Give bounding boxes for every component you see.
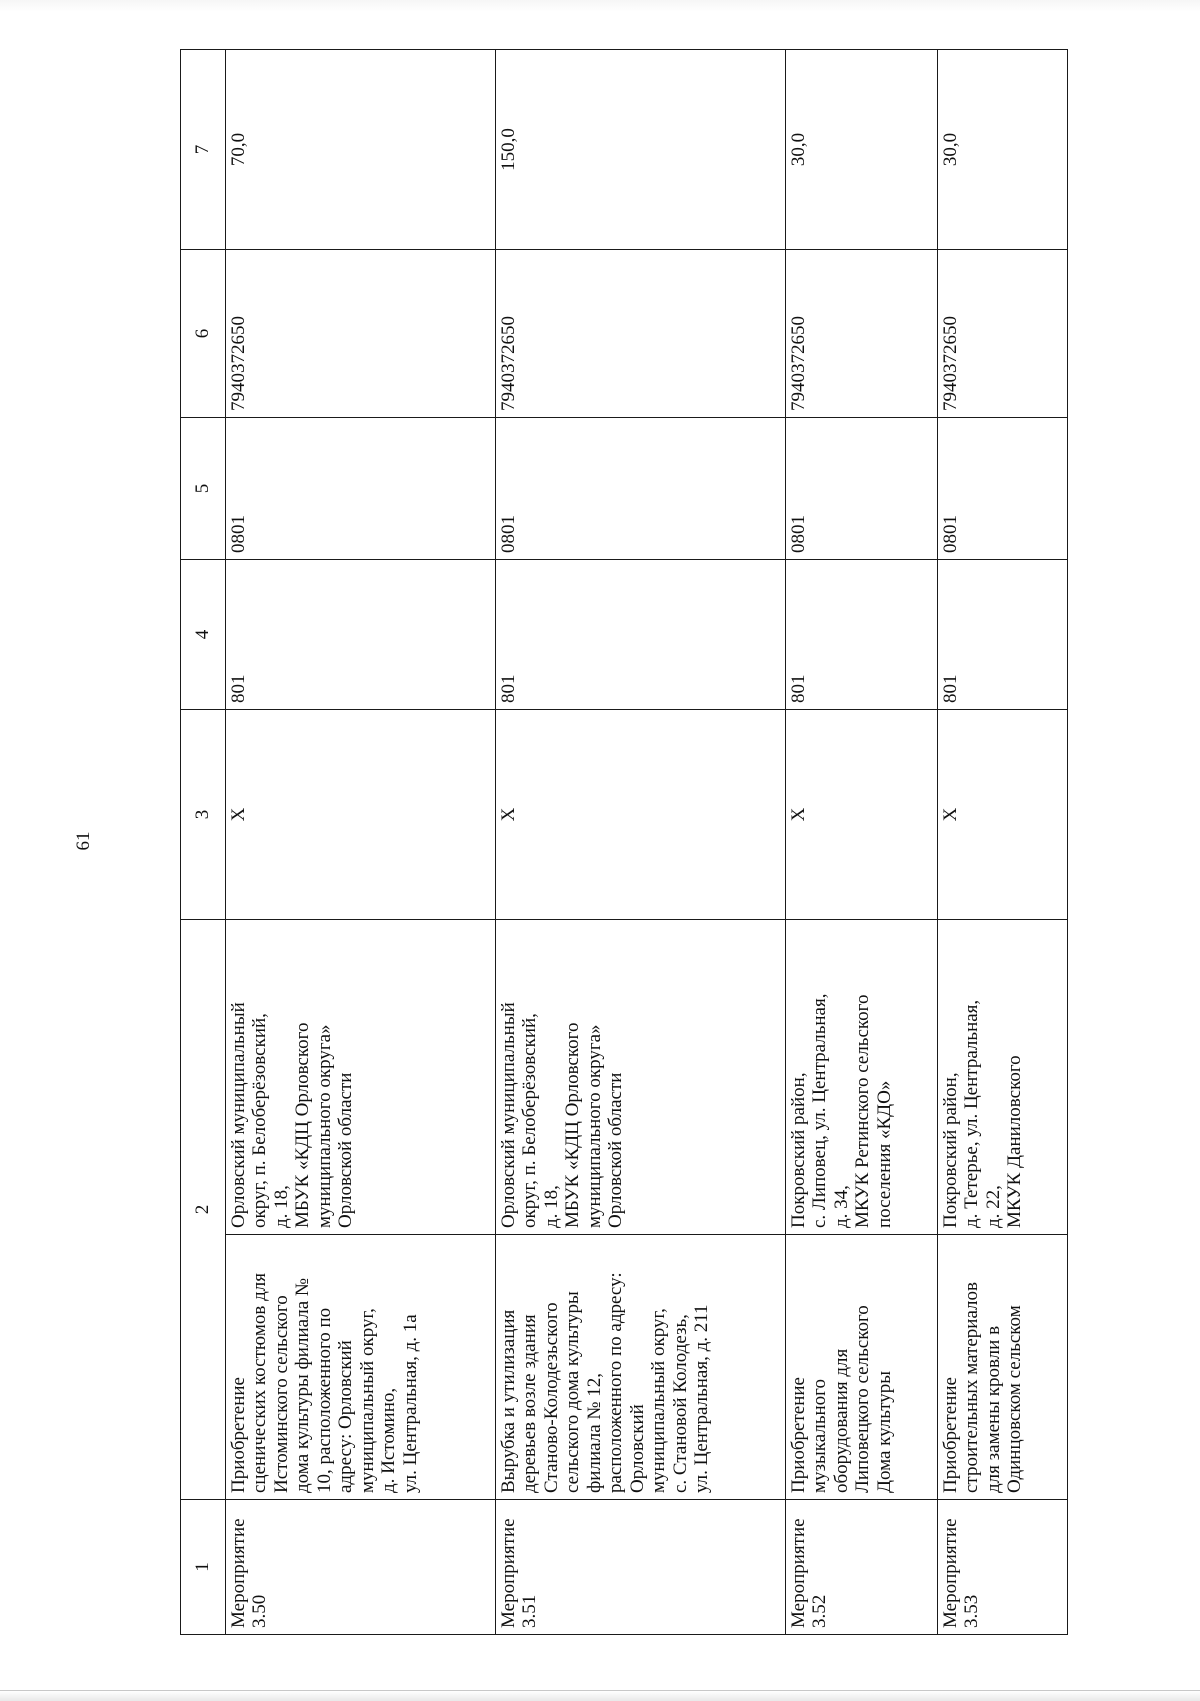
grbs-code-cell: 801 bbox=[226, 560, 496, 710]
mark-cell: X bbox=[226, 710, 496, 920]
page-number: 61 bbox=[73, 831, 94, 851]
event-cell: Мероприятие 3.51 bbox=[496, 1500, 786, 1635]
description-cell: Вырубка и утилизация деревьев возле здания Станово-Колодезьского сельского дома культуры филиала № 12, расположенного по адресу: Орловский муниципальный округ, с. Становой Колодезь, ул. Центральная, д. 211 bbox=[496, 1235, 786, 1500]
section-code-cell: 0801 bbox=[226, 418, 496, 560]
description-cell: Приобретение строительных материалов для замены кровли в Одинцовском сельском bbox=[938, 1235, 1068, 1500]
rotated-table-container bbox=[180, 50, 1026, 1635]
event-cell: Мероприятие 3.53 bbox=[938, 1500, 1068, 1635]
header-col-3: 3 bbox=[181, 710, 226, 920]
event-cell: Мероприятие 3.50 bbox=[226, 1500, 496, 1635]
section-code-cell: 0801 bbox=[496, 418, 786, 560]
section-code-cell: 0801 bbox=[938, 418, 1068, 560]
scan-top-edge bbox=[0, 0, 1200, 12]
target-code-cell: 7940372650 bbox=[496, 250, 786, 418]
grbs-code-cell: 801 bbox=[786, 560, 938, 710]
description-cell: Приобретение сценических костюмов для Истоминского сельского дома культуры филиала № 10, расположенного по адресу: Орловский муниципальный округ, д. Истомино, ул. Центральная, д. 1а bbox=[226, 1235, 496, 1500]
grbs-code-cell: 801 bbox=[496, 560, 786, 710]
target-code-cell: 7940372650 bbox=[786, 250, 938, 418]
recipient-cell: Орловский муниципальный округ, п. Белоберёзовский, д. 18, МБУК «КДЦ Орловского муниципального округа» Орловской области bbox=[226, 920, 496, 1235]
table-row bbox=[938, 50, 1068, 1635]
mark-cell: X bbox=[938, 710, 1068, 920]
scan-bottom-edge bbox=[0, 1690, 1200, 1701]
description-cell: Приобретение музыкального оборудования для Липовецкого сельского Дома культуры bbox=[786, 1235, 938, 1500]
recipient-cell: Покровский район, д. Тетерье, ул. Центральная, д. 22, МКУК Даниловского bbox=[938, 920, 1068, 1235]
recipient-cell: Покровский район, с. Липовец, ул. Центральная, д. 34, МКУК Ретинского сельского поселения «КДО» bbox=[786, 920, 938, 1235]
grbs-code-cell: 801 bbox=[938, 560, 1068, 710]
amount-cell: 150,0 bbox=[496, 50, 786, 250]
amount-cell: 70,0 bbox=[226, 50, 496, 250]
table-row bbox=[496, 50, 786, 1635]
mark-cell: X bbox=[786, 710, 938, 920]
header-col-4: 4 bbox=[181, 560, 226, 710]
amount-cell: 30,0 bbox=[938, 50, 1068, 250]
recipient-cell: Орловский муниципальный округ, п. Белоберёзовский, д. 18, МБУК «КДЦ Орловского муниципального округа» Орловской области bbox=[496, 920, 786, 1235]
event-cell: Мероприятие 3.52 bbox=[786, 1500, 938, 1635]
table-row bbox=[226, 50, 496, 1635]
table-row bbox=[786, 50, 938, 1635]
amount-cell: 30,0 bbox=[786, 50, 938, 250]
header-col-7: 7 bbox=[181, 50, 226, 250]
section-code-cell: 0801 bbox=[786, 418, 938, 560]
header-col-6: 6 bbox=[181, 250, 226, 418]
budget-table bbox=[180, 49, 1068, 1635]
target-code-cell: 7940372650 bbox=[226, 250, 496, 418]
table-header-row bbox=[181, 50, 226, 1635]
header-col-1: 1 bbox=[181, 1500, 226, 1635]
target-code-cell: 7940372650 bbox=[938, 250, 1068, 418]
header-col-5: 5 bbox=[181, 418, 226, 560]
mark-cell: X bbox=[496, 710, 786, 920]
header-col-2: 2 bbox=[181, 920, 226, 1500]
